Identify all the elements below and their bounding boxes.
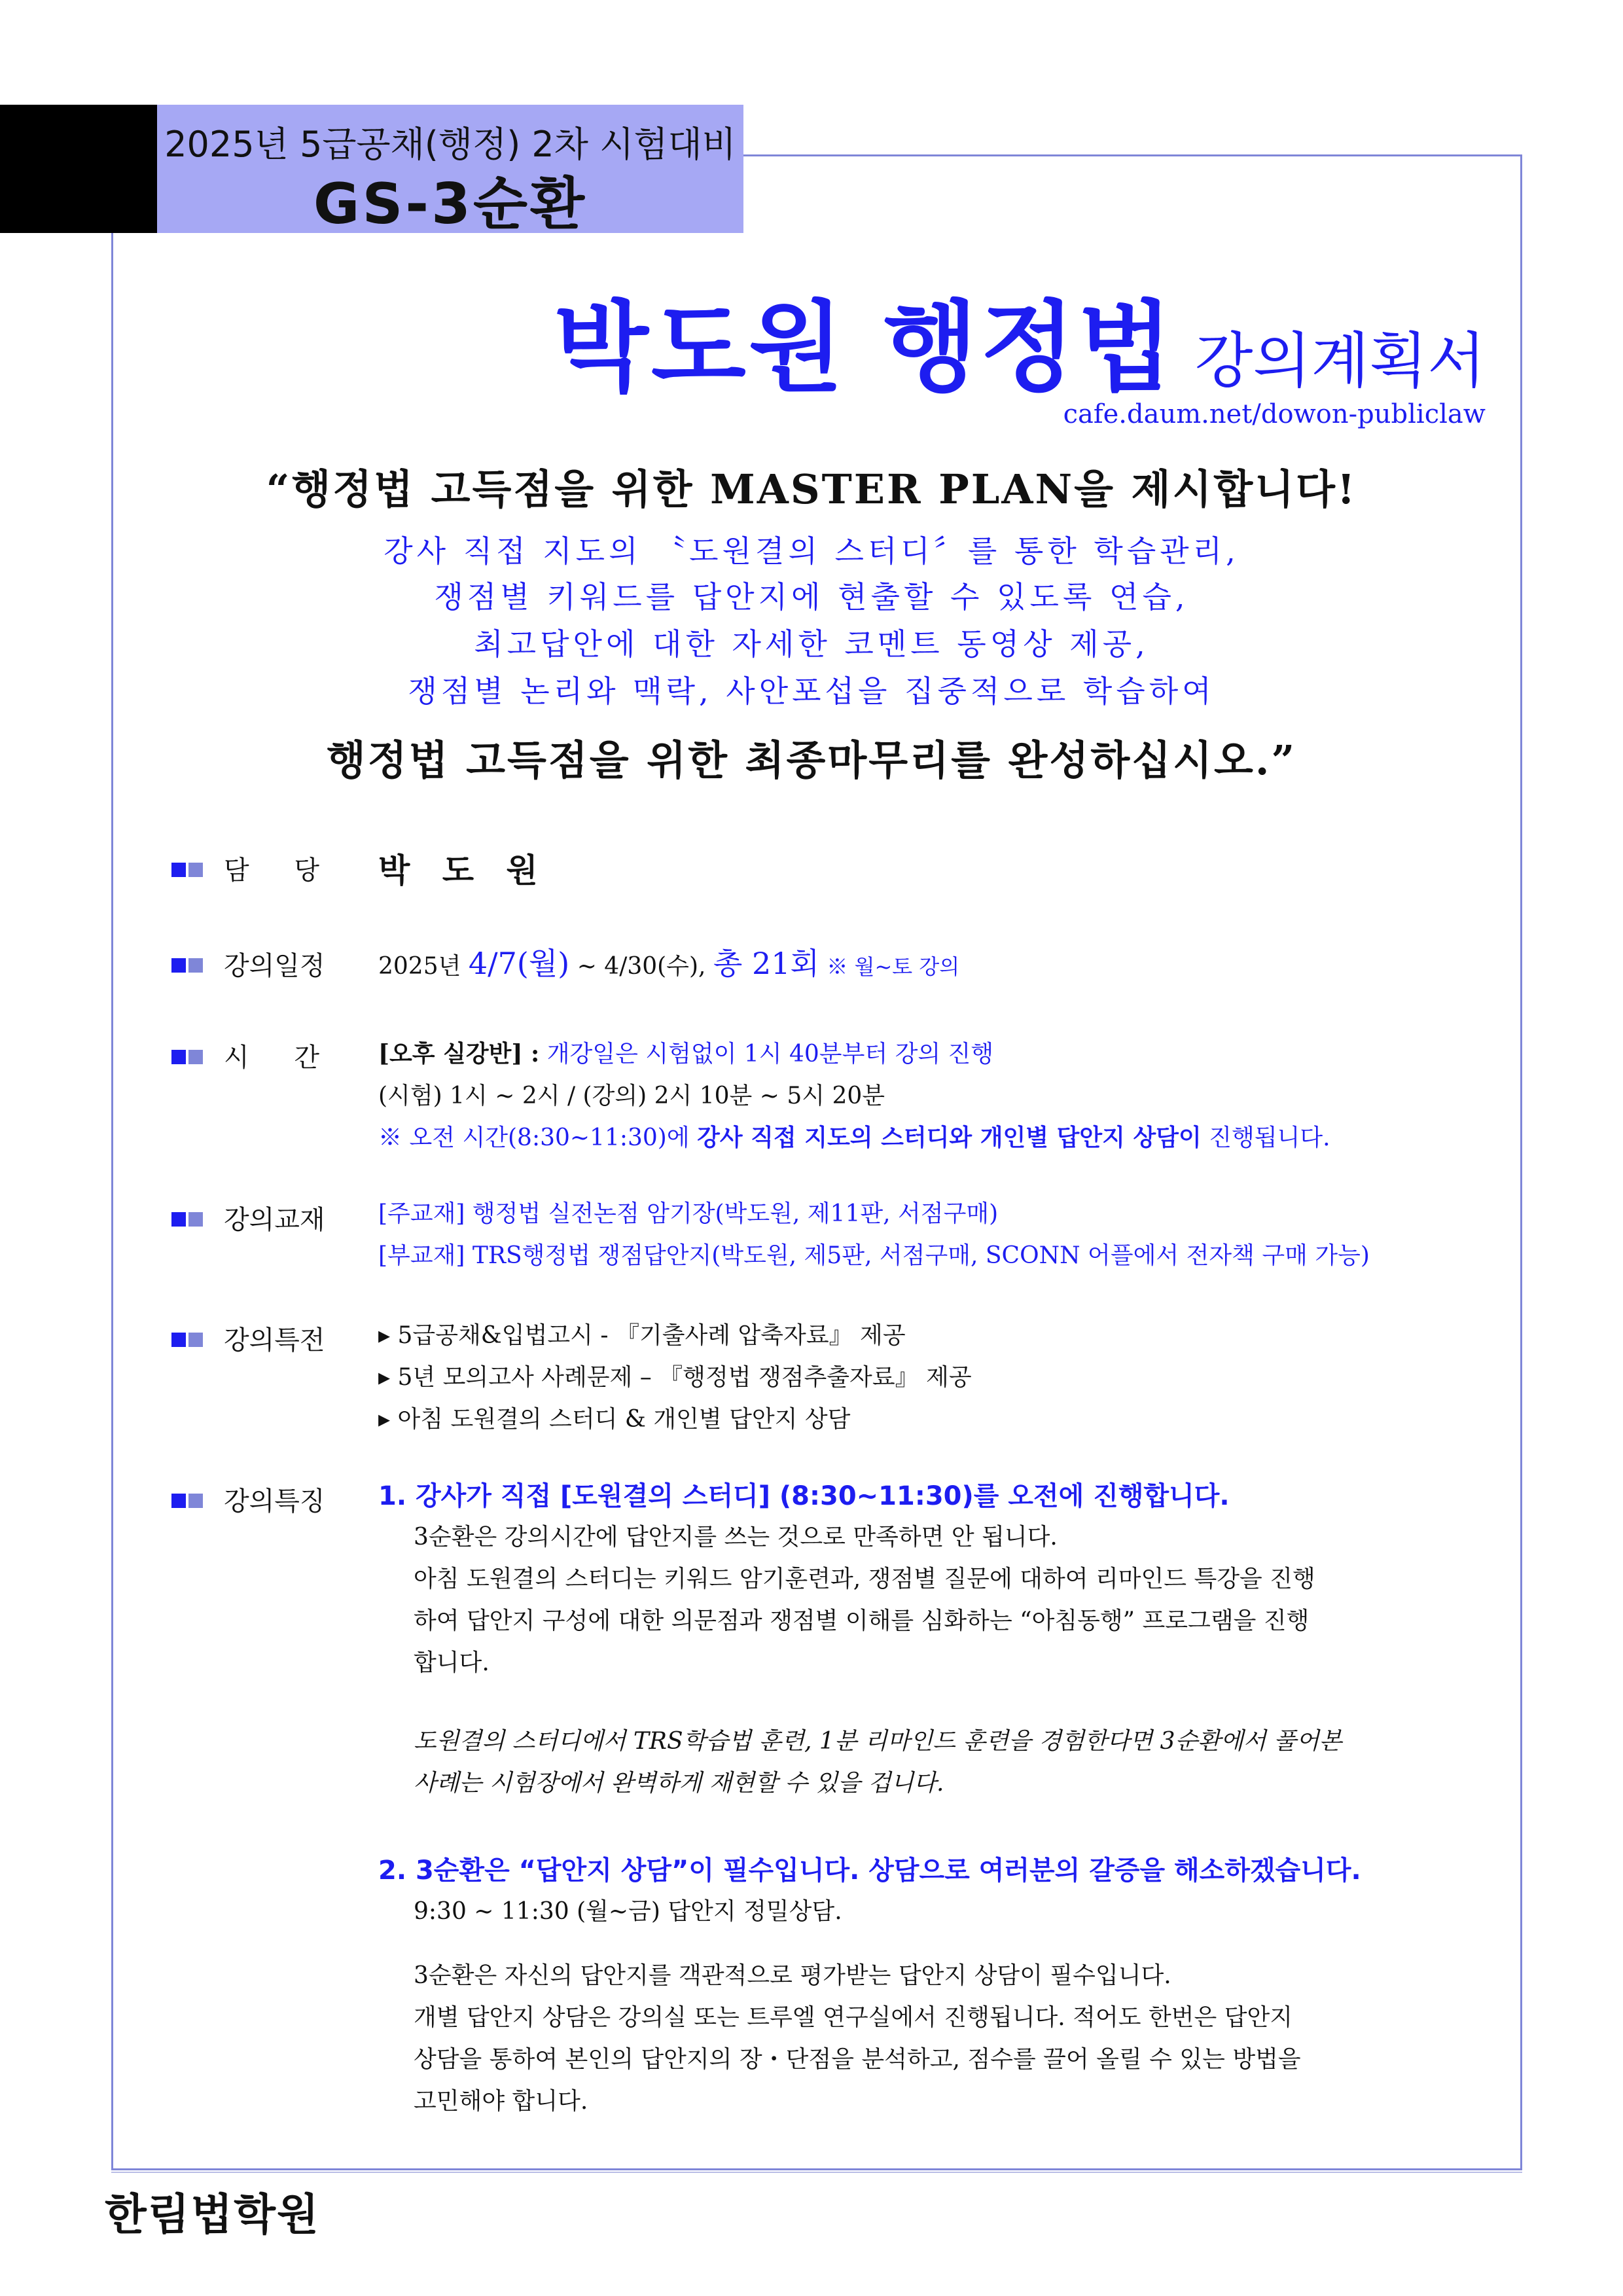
feature-1-red-line: 도원결의 스터디에서 TRS학습법 훈련, 1분 리마인드 훈련을 경험한다면 3순환에서 풀어본: [414, 1728, 1342, 1755]
schedule-end: ~ 4/30(수),: [577, 953, 706, 980]
textbook-main: [주교재] 행정법 실전논점 암기장(박도원, 제11판, 서점구매): [378, 1200, 999, 1227]
feature-1-line: 아침 도원결의 스터디는 키워드 암기훈련과, 쟁점별 질문에 대하여 리마인드 특강을 진행: [414, 1566, 1315, 1592]
section-bullet-icon: [171, 1041, 205, 1071]
document-title: [554, 268, 1486, 410]
footer-divider: [111, 2172, 1522, 2173]
morning-note: ※ 오전 시간(8:30~11:30)에 강사 직접 지도의 스터디와 개인별 답안지 상담이 진행됩니다.: [378, 1124, 1330, 1151]
title-main: 박도원 행정법: [554, 291, 1175, 405]
section-bullet-icon: [171, 853, 205, 884]
time-label: 시 간: [171, 1037, 338, 1074]
course-name: GS-3순환: [313, 171, 588, 237]
feature-2-line: 3순환은 자신의 답안지를 객관적으로 평가받는 답안지 상담이 필수입니다.: [414, 1962, 1171, 1989]
header-banner: [157, 105, 743, 237]
instructor-name: 박 도 원: [378, 851, 548, 889]
feature-2-line: 고민해야 합니다.: [414, 2088, 588, 2115]
feature-1-line: 합니다.: [414, 1649, 490, 1676]
textbook-label: 강의교재: [171, 1199, 325, 1236]
feature-1-body: [414, 1518, 1457, 1686]
slogan-line-2: 강사 직접 지도의 〝도원결의 스터디〞를 통한 학습관리,: [383, 533, 1240, 569]
title-sub: 강의계획서: [1194, 326, 1486, 396]
schedule-year: 2025년: [378, 953, 461, 980]
section-bullet-icon: [171, 1323, 205, 1354]
schedule-value: [378, 940, 959, 983]
schedule-start: 4/7(월): [468, 946, 570, 981]
features-label: 강의특징: [171, 1480, 325, 1518]
feature-2-body: [414, 1957, 1457, 2125]
academy-logo: 한림법학원: [105, 2189, 320, 2240]
feature-1-line: 3순환은 강의시간에 답안지를 쓰는 것으로 만족하면 안 됩니다.: [414, 1524, 1058, 1551]
instructor-label: 담 당: [171, 850, 338, 887]
slogan-line-3: 쟁점별 키워드를 답안지에 현출할 수 있도록 연습,: [434, 579, 1189, 615]
section-bullet-icon: [171, 949, 205, 979]
benefit-item: ▸ 5년 모의고사 사례문제 – 『행정법 쟁점추출자료』 제공: [378, 1364, 972, 1391]
time-hours: (시험) 1시 ~ 2시 / (강의) 2시 10분 ~ 5시 20분: [378, 1083, 885, 1109]
header-black-block: [0, 105, 157, 233]
slogan-line-5: 쟁점별 논리와 맥락, 사안포섭을 집중적으로 학습하여: [408, 673, 1215, 709]
feature-2-heading: 2. 3순환은 “답안지 상담”이 필수입니다. 상담으로 여러분의 갈증을 해소하겠습니다.: [378, 1856, 1361, 1886]
opening-note: 개강일은 시험없이 1시 40분부터 강의 진행: [546, 1041, 994, 1067]
feature-1-line: 하여 답안지 구성에 대한 의문점과 쟁점별 이해를 심화하는 “아침동행” 프로그램을 진행: [414, 1607, 1310, 1634]
schedule-label: 강의일정: [171, 945, 325, 982]
benefit-item: ▸ 5급공채&입법고시 - 『기출사례 압축자료』 제공: [378, 1322, 906, 1349]
slogan-line-6: 행정법 고득점을 위한 최종마무리를 완성하십시오.”: [326, 736, 1297, 784]
feature-2-line: 상담을 통하여 본인의 답안지의 장・단점을 분석하고, 점수를 끌어 올릴 수 있는 방법을: [414, 2046, 1301, 2073]
time-line-1: [378, 1035, 993, 1069]
schedule-note: ※ 월~토 강의: [827, 954, 960, 979]
section-bullet-icon: [171, 1203, 205, 1233]
textbook-sub: [부교재] TRS행정법 쟁점답안지(박도원, 제5판, 서점구매, SCONN 어플에서 전자책 구매 가능): [378, 1242, 1370, 1269]
header-subtitle: 2025년 5급공채(행정) 2차 시험대비: [164, 124, 736, 165]
feature-2-time: 9:30 ~ 11:30 (월~금) 답안지 정밀상담.: [414, 1898, 842, 1925]
slogan-line-1: “행정법 고득점을 위한 MASTER PLAN을 제시합니다!: [266, 465, 1357, 513]
benefit-item: ▸ 아침 도원결의 스터디 & 개인별 답안지 상담: [378, 1406, 851, 1433]
class-type: [오후 실강반] :: [378, 1040, 540, 1067]
benefits-label: 강의특전: [171, 1319, 325, 1357]
slogan-line-4: 최고답안에 대한 자세한 코멘트 동영상 제공,: [474, 626, 1149, 662]
schedule-total: 총 21회: [713, 946, 819, 981]
feature-1-highlight: [414, 1723, 1457, 1806]
feature-1-red-line: 사례는 시험장에서 완벽하게 재현할 수 있을 겁니다.: [414, 1770, 944, 1797]
feature-1-heading: 1. 강사가 직접 [도원결의 스터디] (8:30~11:30)를 오전에 진행합니다.: [378, 1481, 1230, 1511]
cafe-link[interactable]: cafe.daum.net/dowon-publiclaw: [1063, 399, 1486, 429]
section-bullet-icon: [171, 1484, 205, 1515]
feature-2-line: 개별 답안지 상담은 강의실 또는 트루엘 연구실에서 진행됩니다. 적어도 한번은 답안지: [414, 2004, 1293, 2031]
